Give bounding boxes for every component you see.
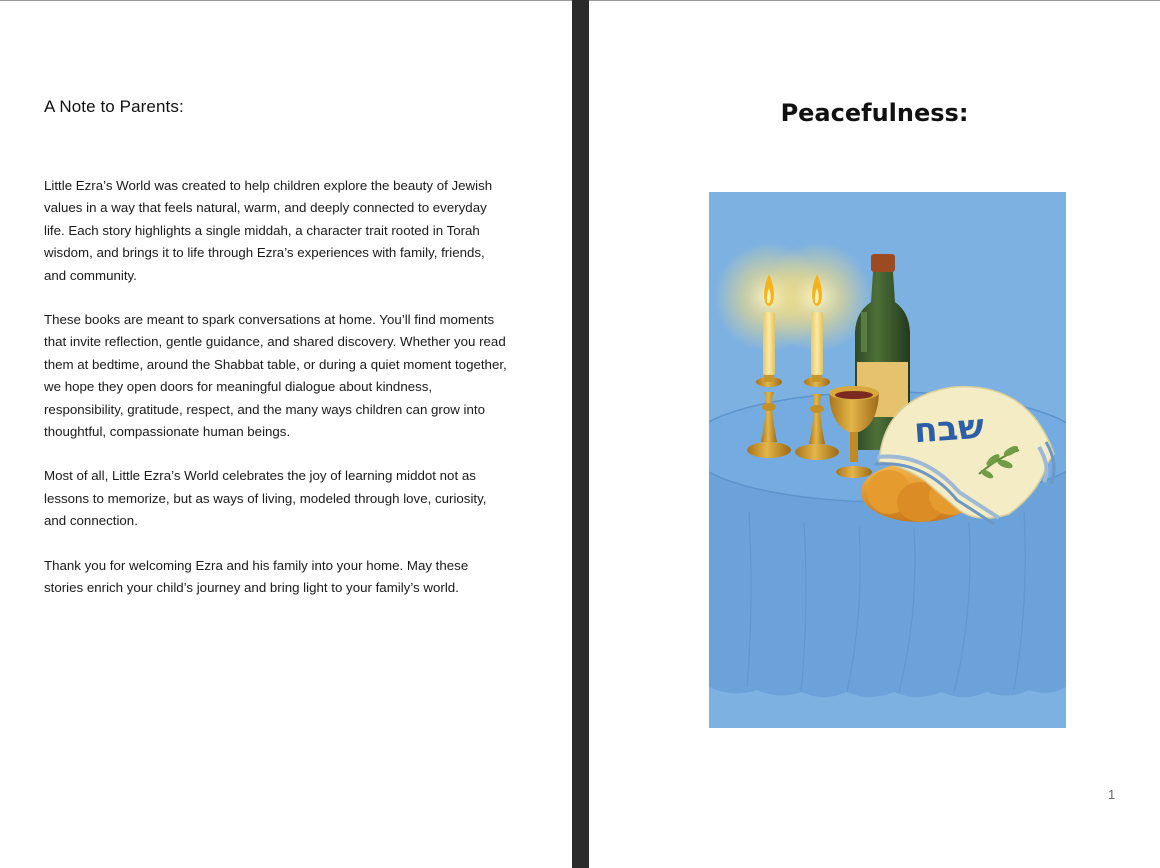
page-gutter (572, 0, 589, 868)
candle-left (763, 312, 775, 375)
shabbat-table-illustration (709, 192, 1066, 728)
candle-right (811, 312, 823, 375)
page-number: 1 (1108, 787, 1116, 802)
note-paragraph-2: These books are meant to spark conversations at home. You’ll find moments that invite reflection, gentle guidance, and shared discovery. Whether you read them at bedtime, around the Shabbat table, or during a quiet moment together, we hope they open doors for meaningful dialogue about kindness, responsibility, gratitude, respect, and the many ways children can grow into thoughtful, compassionate human beings. (44, 312, 507, 440)
note-paragraph-1: Little Ezra’s World was created to help children explore the beauty of Jewish values in a way that feels natural, warm, and deeply connected to everyday life. Each story highlights a single middah, a character trait rooted in Torah wisdom, and brings it to life through Ezra’s experiences with family, friends, and community. (44, 178, 493, 283)
left-page (0, 1, 572, 868)
cover-hebrew-text: שבח (912, 406, 986, 452)
note-paragraph-3: Most of all, Little Ezra’s World celebrates the joy of learning middot not as lessons to memorize, but as ways of living, modeled through love, curiosity, and connection. (44, 468, 487, 529)
page-title: Peacefulness: (780, 99, 969, 127)
note-paragraph-4: Thank you for welcoming Ezra and his family into your home. May these stories enrich your child’s journey and bring light to your family’s world. (44, 557, 469, 596)
note-body (44, 175, 508, 622)
right-page (589, 1, 1160, 868)
note-heading: A Note to Parents: (44, 97, 184, 116)
